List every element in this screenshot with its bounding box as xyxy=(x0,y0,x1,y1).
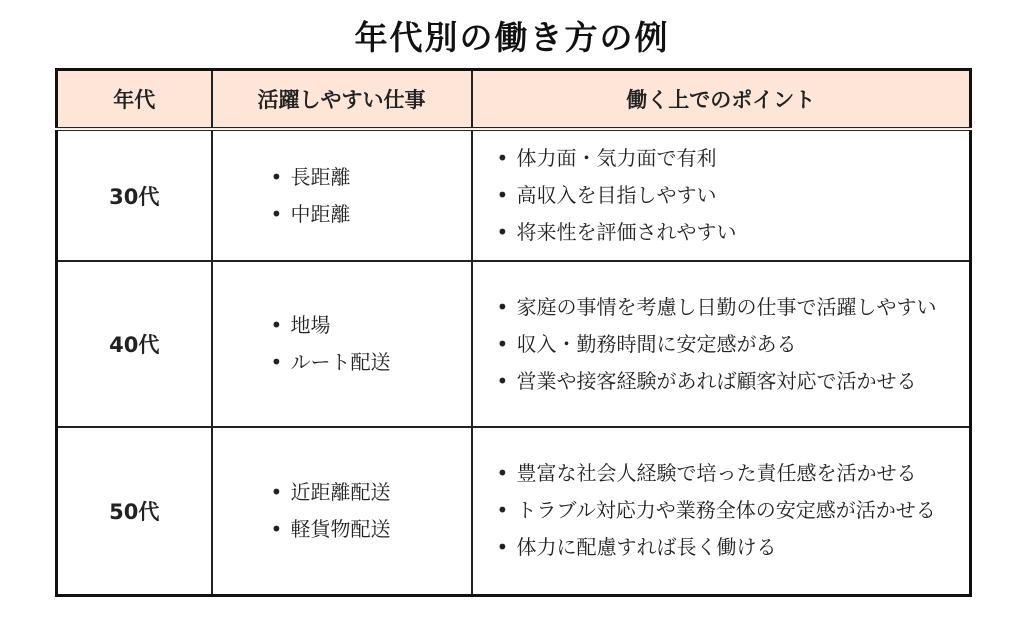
point-list xyxy=(473,455,970,566)
list-item xyxy=(497,326,960,363)
table-row xyxy=(57,261,971,427)
list-item xyxy=(497,529,960,566)
bullet-icon: • xyxy=(270,350,283,374)
job-label: 軽貨物配送 xyxy=(290,516,391,541)
list-item xyxy=(497,492,960,529)
point-text: 収入・勤務時間に安定感がある xyxy=(516,331,797,356)
jobs-cell xyxy=(212,129,472,261)
list-item xyxy=(497,140,960,177)
point-text: 家庭の事情を考慮し日勤の仕事で活躍しやすい xyxy=(516,294,937,319)
bullet-icon: • xyxy=(496,535,509,560)
point-text: 将来性を評価されやすい xyxy=(516,220,737,244)
work-style-table xyxy=(55,68,972,597)
point-list xyxy=(473,289,970,400)
table-header-row xyxy=(57,70,971,130)
bullet-icon: • xyxy=(496,461,509,486)
age-cell: 40代 xyxy=(57,261,212,427)
job-list xyxy=(213,307,471,381)
job-list xyxy=(213,474,471,548)
bullet-icon: • xyxy=(270,479,283,504)
job-label: ルート配送 xyxy=(290,350,391,374)
header-jobs: 活躍しやすい仕事 xyxy=(212,70,472,130)
bullet-icon: • xyxy=(496,220,509,244)
bullet-icon: • xyxy=(496,183,509,207)
bullet-icon: • xyxy=(496,331,509,356)
bullet-icon: • xyxy=(270,313,283,337)
age-cell: 50代 xyxy=(57,427,212,595)
job-list xyxy=(213,159,471,233)
point-text: 高収入を目指しやすい xyxy=(516,183,717,207)
header-age: 年代 xyxy=(57,70,212,130)
job-label: 長距離 xyxy=(290,164,351,189)
list-item xyxy=(271,344,471,381)
jobs-cell xyxy=(212,261,472,427)
list-item xyxy=(271,196,471,233)
bullet-icon: • xyxy=(496,146,509,170)
list-item xyxy=(271,159,471,196)
bullet-icon: • xyxy=(496,294,509,319)
point-text: 体力面・気力面で有利 xyxy=(516,146,717,170)
point-text: 営業や接客経験があれば顧客対応で活かせる xyxy=(516,368,917,393)
bullet-icon: • xyxy=(496,498,509,523)
points-cell xyxy=(472,129,971,261)
job-label: 地場 xyxy=(290,313,331,337)
list-item xyxy=(497,214,960,251)
list-item xyxy=(497,177,960,214)
bullet-icon: • xyxy=(270,164,283,189)
job-label: 近距離配送 xyxy=(290,479,391,504)
list-item xyxy=(271,474,471,511)
list-item xyxy=(271,511,471,548)
points-cell xyxy=(472,261,971,427)
header-points: 働く上でのポイント xyxy=(472,70,971,130)
job-label: 中距離 xyxy=(290,201,351,226)
bullet-icon: • xyxy=(270,516,283,541)
list-item xyxy=(497,363,960,400)
table-row xyxy=(57,427,971,595)
list-item xyxy=(271,307,471,344)
point-list xyxy=(473,140,970,251)
page-title: 年代別の働き方の例 xyxy=(354,18,670,57)
table-row xyxy=(57,129,971,261)
bullet-icon: • xyxy=(270,201,283,226)
bullet-icon: • xyxy=(496,368,509,393)
points-cell xyxy=(472,427,971,595)
list-item xyxy=(497,289,960,326)
list-item xyxy=(497,455,960,492)
point-text: 体力に配慮すれば長く働ける xyxy=(516,535,777,560)
point-text: トラブル対応力や業務全体の安定感が活かせる xyxy=(516,498,936,523)
point-text: 豊富な社会人経験で培った責任感を活かせる xyxy=(516,461,917,486)
jobs-cell xyxy=(212,427,472,595)
age-cell: 30代 xyxy=(57,129,212,261)
